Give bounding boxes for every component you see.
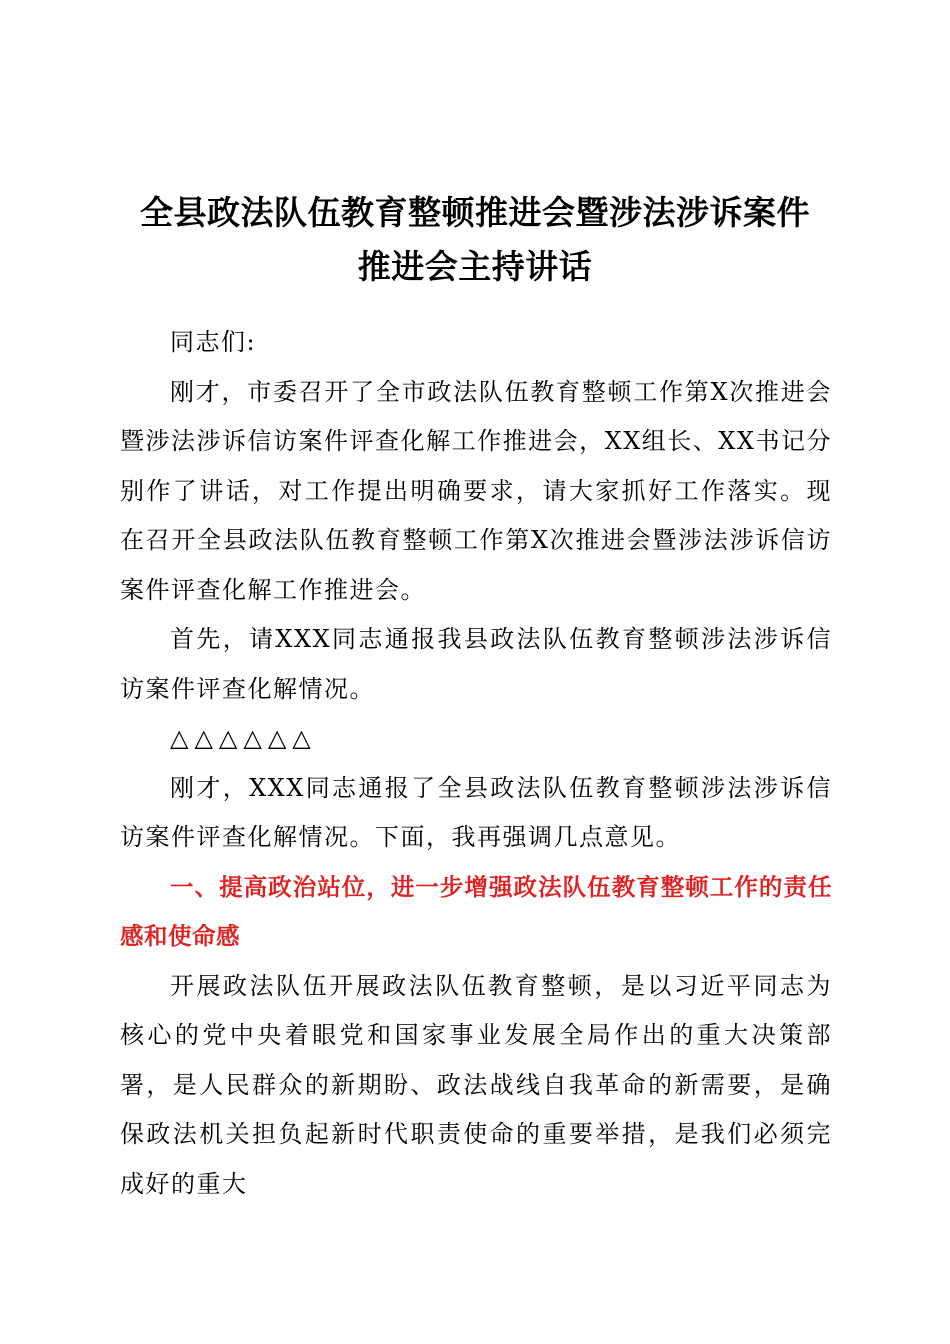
salutation: 同志们: <box>170 328 257 356</box>
paragraph-report-request: 首先，请XXX同志通报我县政法队伍教育整顿涉法涉诉信访案件评查化解情况。 <box>120 625 832 703</box>
title-line-2: 推进会主持讲话 <box>357 247 593 286</box>
triangle-placeholder: △△△△△△ <box>170 724 317 752</box>
document-body <box>120 318 832 1209</box>
paragraph-opening: 刚才，市委召开了全市政法队伍教育整顿工作第X次推进会暨涉法涉诉信访案件评查化解工作推进会，XX组长、XX书记分别作了讲话，对工作提出明确要求，请大家抓好工作落实。现在召开全县政法队伍教育整顿工作第X次推进会暨涉法涉诉信访案件评查化解工作推进会。 <box>120 377 832 604</box>
document-title <box>100 186 850 294</box>
title-line-1: 全县政法队伍教育整顿推进会暨涉法涉诉案件 <box>140 193 810 232</box>
paragraph-transition: 刚才，XXX同志通报了全县政法队伍教育整顿涉法涉诉信访案件评查化解情况。下面，我再强调几点意见。 <box>120 773 832 851</box>
paragraph-section-1: 开展政法队伍开展政法队伍教育整顿，是以习近平同志为核心的党中央着眼党和国家事业发展全局作出的重大决策部署，是人民群众的新期盼、政法战线自我革命的新需要，是确保政法机关担负起新时代职责使命的重要举措，是我们必须完成好的重大 <box>120 971 832 1198</box>
section-heading-1: 一、提高政治站位，进一步增强政法队伍教育整顿工作的责任感和使命感 <box>120 872 832 950</box>
